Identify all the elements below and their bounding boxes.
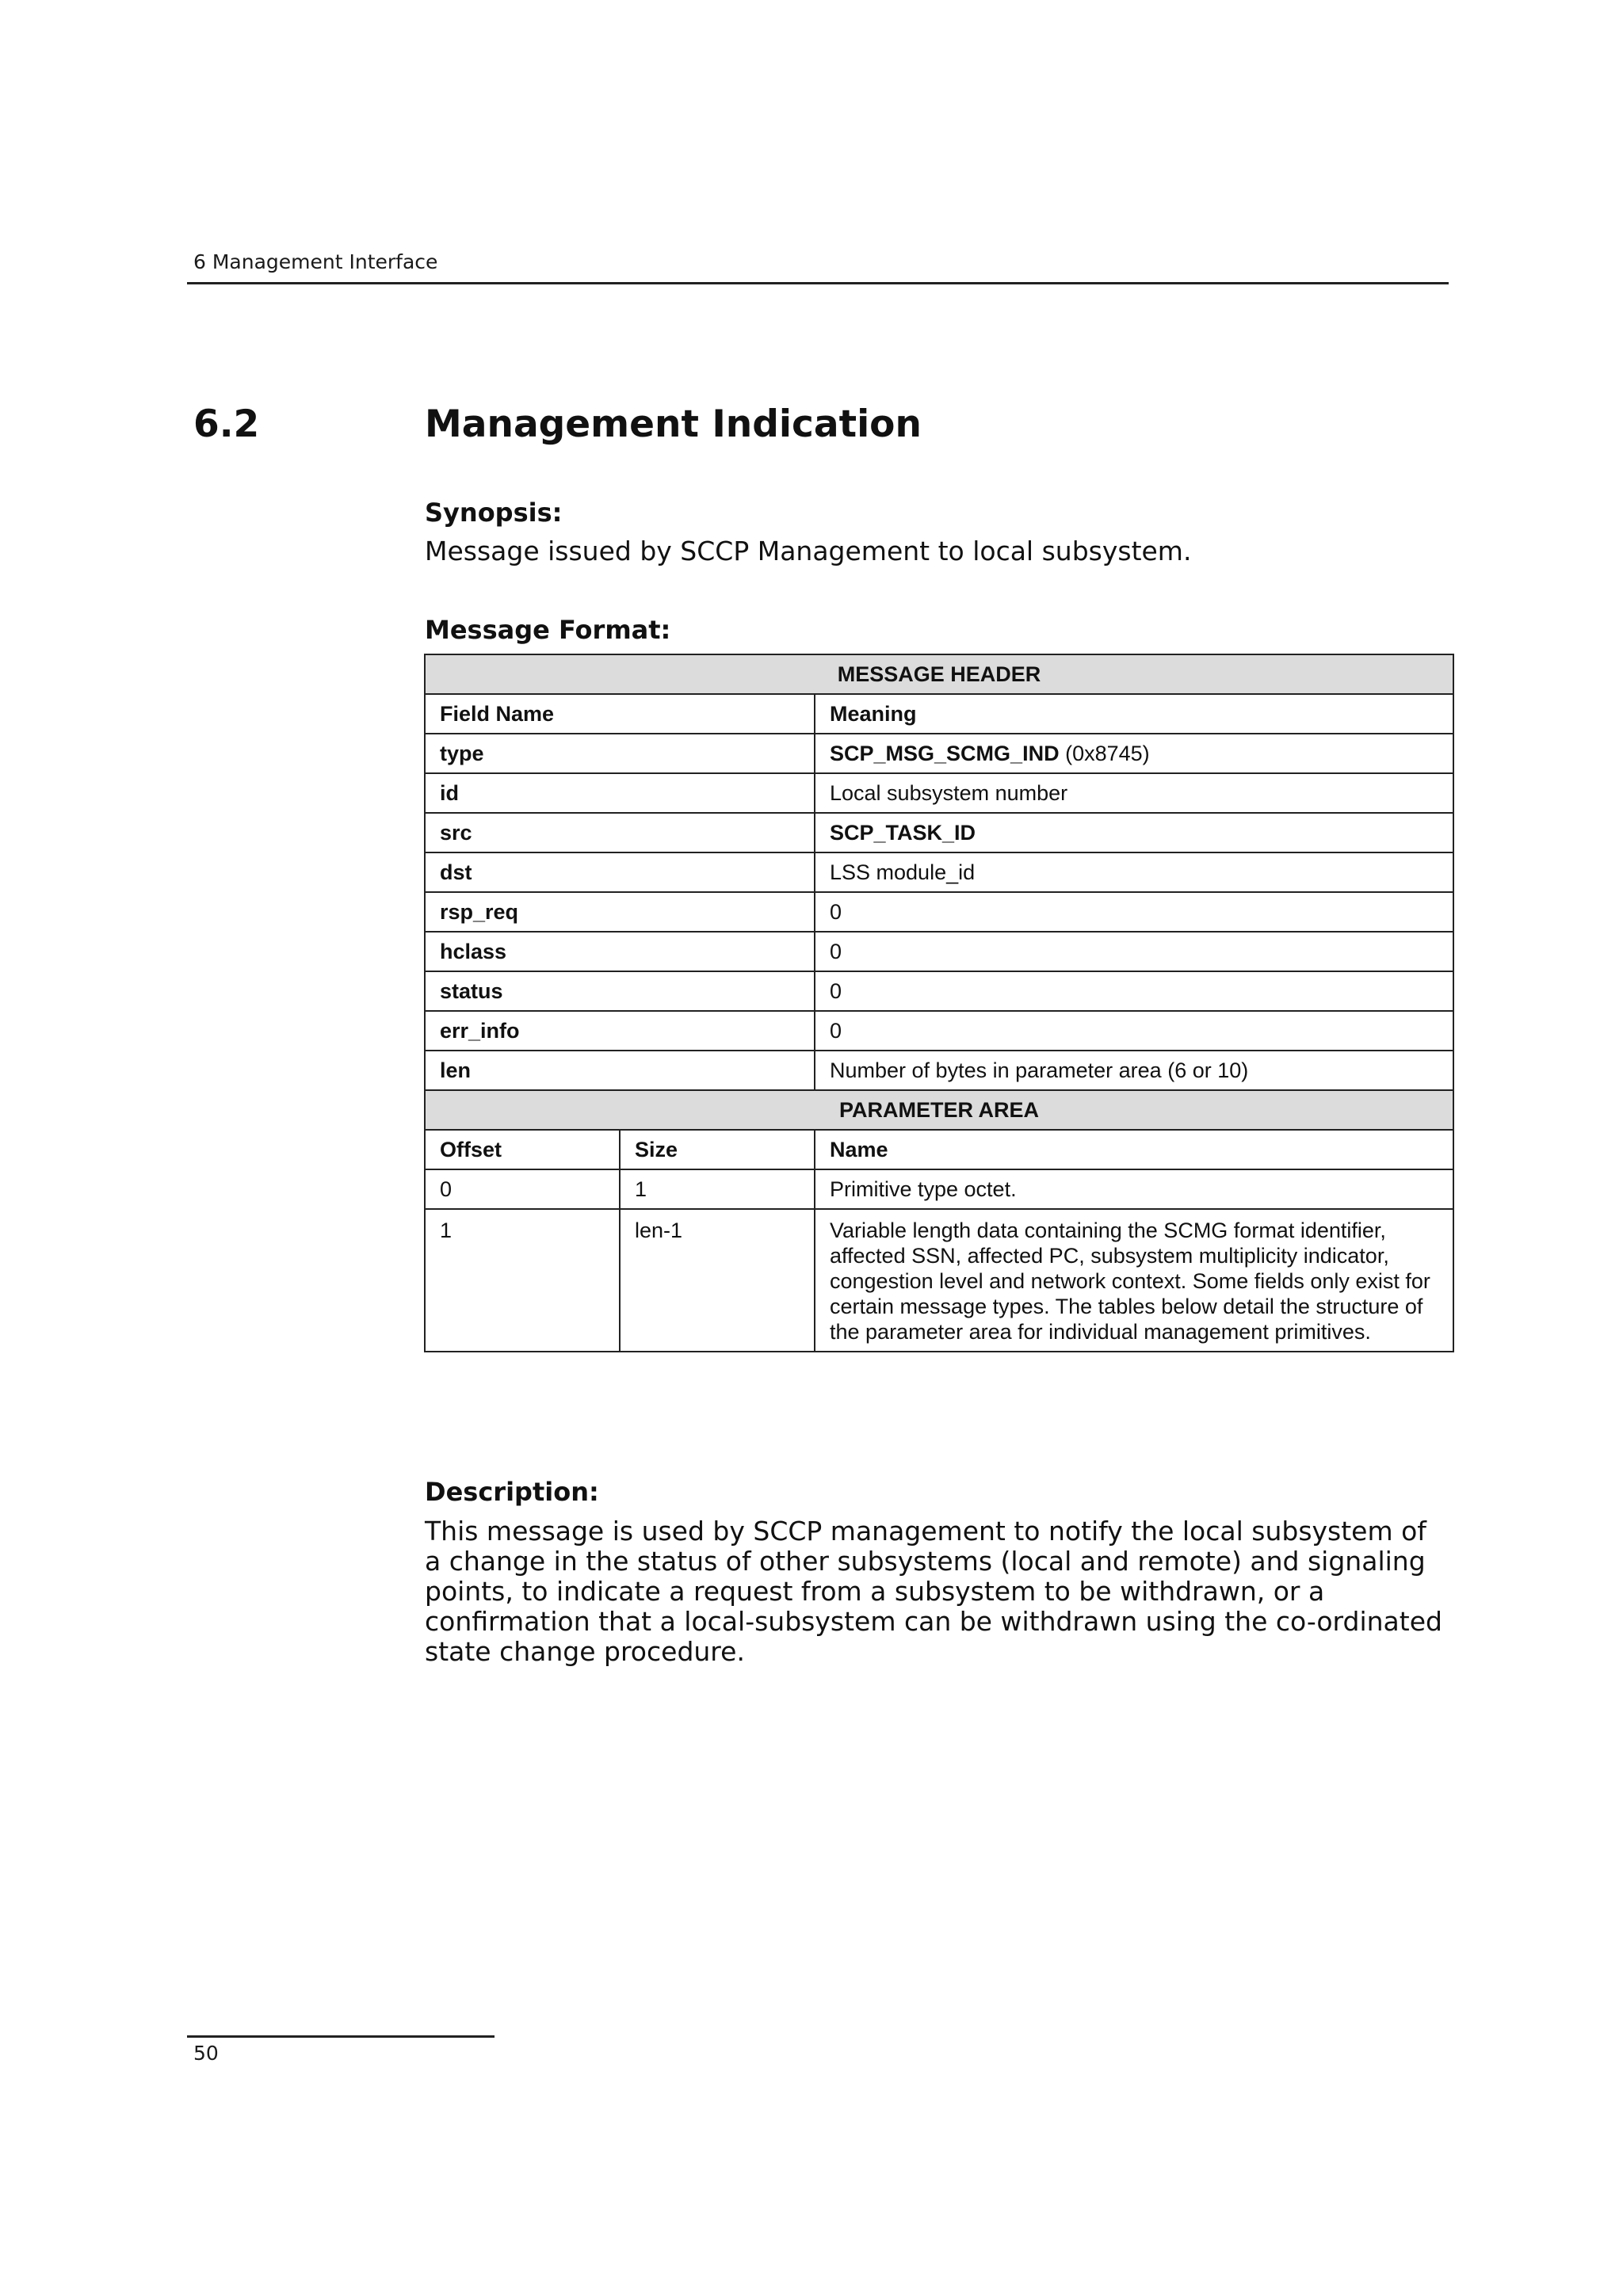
param-row [425, 1209, 1453, 1352]
offset-cell: 1 [425, 1209, 620, 1352]
header-column-row [425, 694, 1453, 734]
field-name-cell: src [425, 813, 815, 852]
table-row [425, 892, 1453, 932]
meaning-cell: 0 [815, 932, 1453, 971]
name-cell: Primitive type octet. [815, 1169, 1453, 1209]
col-field-name: Field Name [425, 694, 815, 734]
col-name: Name [815, 1130, 1453, 1169]
field-name-cell: dst [425, 852, 815, 892]
parameter-area-row [425, 1090, 1453, 1130]
size-cell: len-1 [620, 1209, 815, 1352]
footer-rule [187, 2035, 495, 2038]
meaning-cell: 0 [815, 1011, 1453, 1051]
message-format-label: Message Format: [425, 615, 671, 645]
table-row [425, 813, 1453, 852]
field-name-cell: id [425, 773, 815, 813]
page-number: 50 [193, 2042, 219, 2065]
table-row [425, 773, 1453, 813]
meaning-cell: 0 [815, 892, 1453, 932]
offset-cell: 0 [425, 1169, 620, 1209]
name-cell: Variable length data containing the SCMG format identifier, affected SSN, affected PC, subsystem multiplicity indicator, congestion level and network context. Some fields only exist for certain message types. The tables below detail the structure of the parameter area for individual management primitives. [815, 1209, 1453, 1352]
message-format-table [424, 654, 1454, 1352]
meaning-cell: SCP_TASK_ID [815, 813, 1453, 852]
field-name-cell: type [425, 734, 815, 773]
description-label: Description: [425, 1477, 599, 1507]
table-row [425, 971, 1453, 1011]
col-meaning: Meaning [815, 694, 1453, 734]
meaning-cell: LSS module_id [815, 852, 1453, 892]
running-header: 6 Management Interface [193, 250, 438, 273]
meaning-cell: Local subsystem number [815, 773, 1453, 813]
size-cell: 1 [620, 1169, 815, 1209]
field-name-cell: len [425, 1051, 815, 1090]
table-row [425, 734, 1453, 773]
field-name-cell: err_info [425, 1011, 815, 1051]
message-header-row [425, 654, 1453, 694]
field-name-cell: status [425, 971, 815, 1011]
section-number: 6.2 [193, 402, 260, 446]
table-row [425, 1051, 1453, 1090]
table-row [425, 852, 1453, 892]
meaning-cell: 0 [815, 971, 1453, 1011]
synopsis-label: Synopsis: [425, 498, 563, 528]
col-offset: Offset [425, 1130, 620, 1169]
synopsis-text: Message issued by SCCP Management to local subsystem. [425, 536, 1192, 566]
param-row [425, 1169, 1453, 1209]
parameter-area-title: PARAMETER AREA [425, 1090, 1453, 1130]
field-name-cell: rsp_req [425, 892, 815, 932]
section-title: Management Indication [425, 402, 922, 446]
field-name-cell: hclass [425, 932, 815, 971]
description-text: This message is used by SCCP management to notify the local subsystem of a change in the status of other subsystems (local and remote) and signaling points, to indicate a request from a subsystem to be withdrawn, or a confirmation that a local-subsystem can be withdrawn using the co-ordinated state change procedure. [425, 1516, 1442, 1667]
param-column-row [425, 1130, 1453, 1169]
meaning-suffix: (0x8745) [1059, 741, 1150, 765]
table-row [425, 932, 1453, 971]
meaning-cell [815, 734, 1453, 773]
table-row [425, 1011, 1453, 1051]
message-header-title: MESSAGE HEADER [425, 654, 1453, 694]
meaning-bold: SCP_MSG_SCMG_IND [830, 741, 1060, 765]
header-rule [187, 282, 1449, 284]
col-size: Size [620, 1130, 815, 1169]
meaning-cell: Number of bytes in parameter area (6 or 10) [815, 1051, 1453, 1090]
